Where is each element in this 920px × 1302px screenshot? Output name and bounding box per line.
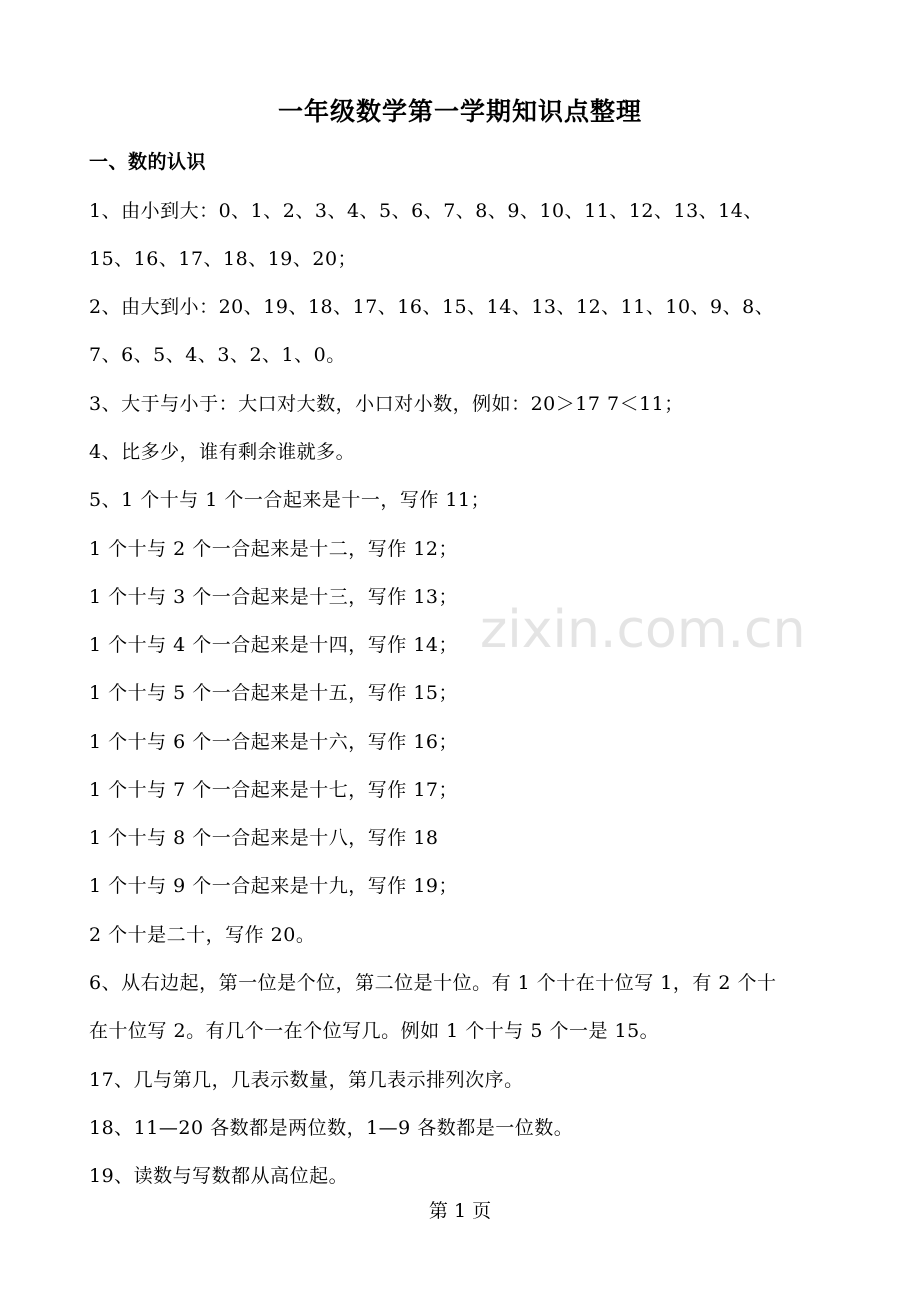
text-line: 19、读数与写数都从高位起。 bbox=[89, 1165, 349, 1187]
text-line: 1 个十与 6 个一合起来是十六，写作 16； bbox=[89, 731, 459, 753]
text-line: 18、11—20 各数都是两位数，1—9 各数都是一位数。 bbox=[89, 1117, 574, 1139]
text-line: 在十位写 2。有几个一在个位写几。例如 1 个十与 5 个一是 15。 bbox=[89, 1020, 660, 1042]
watermark: zixin.com.cn bbox=[480, 600, 806, 660]
text-line: 15、16、17、18、19、20； bbox=[89, 248, 358, 270]
text-line: 1 个十与 3 个一合起来是十三，写作 13； bbox=[89, 586, 459, 608]
text-line: 1、由小到大：0、1、2、3、4、5、6、7、8、9、10、11、12、13、14、 bbox=[89, 200, 763, 222]
text-line: 1 个十与 2 个一合起来是十二，写作 12； bbox=[89, 538, 459, 560]
text-line: 1 个十与 9 个一合起来是十九，写作 19； bbox=[89, 875, 459, 897]
text-line: 6、从右边起，第一位是个位，第二位是十位。有 1 个十在十位写 1，有 2 个十 bbox=[89, 972, 777, 994]
text-line: 7、6、5、4、3、2、1、0。 bbox=[89, 344, 346, 366]
text-line: 17、几与第几，几表示数量，第几表示排列次序。 bbox=[89, 1069, 524, 1091]
text-line: 3、大于与小于：大口对大数，小口对小数，例如：20＞17 7＜11； bbox=[89, 393, 684, 415]
text-line: 1 个十与 7 个一合起来是十七，写作 17； bbox=[89, 779, 459, 801]
text-line: 4、比多少，谁有剩余谁就多。 bbox=[89, 441, 356, 463]
text-line: 2、由大到小：20、19、18、17、16、15、14、13、12、11、10、9、8、 bbox=[89, 296, 775, 318]
text-line: 1 个十与 4 个一合起来是十四，写作 14； bbox=[89, 634, 459, 656]
page-number: 第 1 页 bbox=[428, 1200, 492, 1222]
section-heading: 一、数的认识 bbox=[89, 151, 207, 173]
text-line: 1 个十与 5 个一合起来是十五，写作 15； bbox=[89, 682, 459, 704]
text-line: 1 个十与 8 个一合起来是十八，写作 18 bbox=[89, 827, 439, 849]
text-line: 2 个十是二十，写作 20。 bbox=[89, 924, 316, 946]
document-title: 一年级数学第一学期知识点整理 bbox=[277, 97, 642, 126]
text-line: 5、1 个十与 1 个一合起来是十一，写作 11； bbox=[89, 489, 491, 511]
